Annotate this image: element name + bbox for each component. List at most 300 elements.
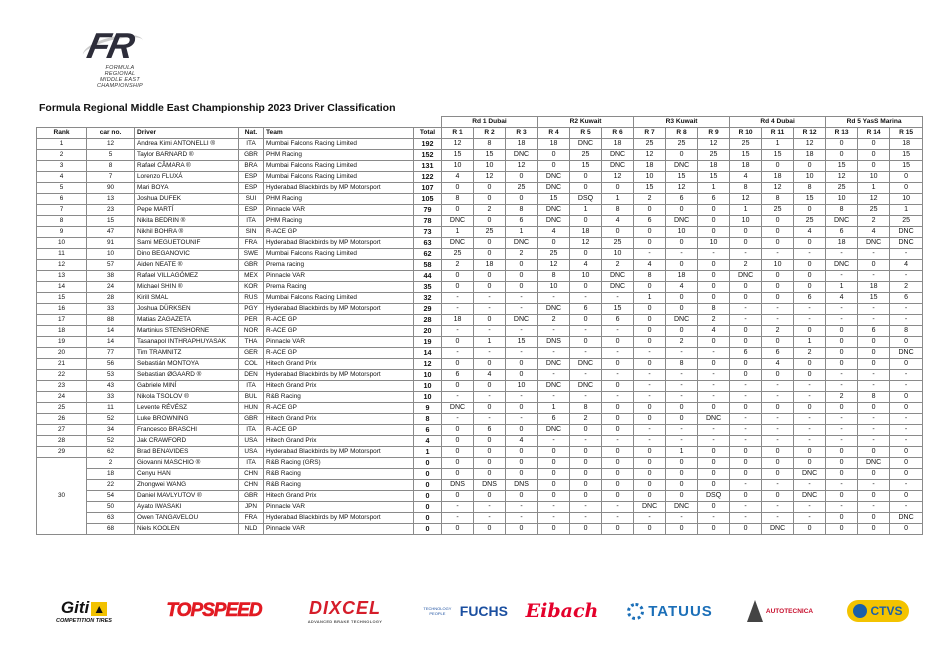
race-result-cell: 0 <box>762 271 794 282</box>
race-result-cell: - <box>826 370 858 381</box>
race-result-cell: - <box>762 502 794 513</box>
race-result-cell: 0 <box>890 469 923 480</box>
rank-cell: 13 <box>37 271 87 282</box>
race-result-cell: 0 <box>794 282 826 293</box>
race-result-cell: 0 <box>826 447 858 458</box>
car-number-cell: 38 <box>87 271 135 282</box>
total-cell: 62 <box>414 249 442 260</box>
race-result-cell: 0 <box>698 359 730 370</box>
table-row <box>37 161 923 172</box>
race-result-cell: 0 <box>474 524 506 535</box>
total-cell: 28 <box>414 315 442 326</box>
race-result-cell: 0 <box>570 425 602 436</box>
table-row <box>37 282 923 293</box>
rank-cell: 29 <box>37 447 87 458</box>
race-result-cell: 15 <box>570 161 602 172</box>
race-result-cell: 25 <box>698 150 730 161</box>
race-result-cell: 0 <box>730 293 762 304</box>
team-cell: Hyderabad Blackbirds by MP Motorsport <box>264 447 414 458</box>
col-rank: Rank <box>37 128 87 139</box>
race-result-cell: 0 <box>602 359 634 370</box>
race-result-cell: 0 <box>634 315 666 326</box>
race-result-cell: - <box>506 392 538 403</box>
race-result-cell: - <box>506 414 538 425</box>
total-cell: 131 <box>414 161 442 172</box>
race-result-cell: DNC <box>890 348 923 359</box>
race-result-cell: 0 <box>698 458 730 469</box>
race-result-cell: DNC <box>538 172 570 183</box>
race-result-cell: DNC <box>570 381 602 392</box>
race-result-cell: 0 <box>666 205 698 216</box>
driver-cell: Andrea Kimi ANTONELLI ® <box>135 139 239 150</box>
total-cell: 12 <box>414 359 442 370</box>
race-result-cell: 0 <box>442 183 474 194</box>
team-cell: PHM Racing <box>264 194 414 205</box>
race-result-cell: - <box>794 392 826 403</box>
race-result-cell: - <box>666 436 698 447</box>
nat-cell: SUI <box>239 194 264 205</box>
race-result-cell: - <box>666 381 698 392</box>
race-result-cell: 0 <box>762 282 794 293</box>
nat-cell: JPN <box>239 502 264 513</box>
race-result-cell: 0 <box>538 161 570 172</box>
race-result-cell: 0 <box>826 139 858 150</box>
driver-cell: Lorenzo FLUXÁ <box>135 172 239 183</box>
race-result-cell: 0 <box>698 337 730 348</box>
race-result-cell: - <box>602 326 634 337</box>
nat-cell: CHN <box>239 480 264 491</box>
race-result-cell: - <box>826 271 858 282</box>
race-result-cell: 0 <box>474 238 506 249</box>
race-result-cell: - <box>826 425 858 436</box>
race-result-cell: - <box>442 414 474 425</box>
race-result-cell: DNC <box>442 403 474 414</box>
total-cell: 0 <box>414 458 442 469</box>
nat-cell: HUN <box>239 403 264 414</box>
race-result-cell: - <box>794 480 826 491</box>
race-result-cell: 0 <box>474 282 506 293</box>
race-result-cell: 2 <box>634 194 666 205</box>
race-result-cell: DNC <box>826 216 858 227</box>
rank-cell: 14 <box>37 282 87 293</box>
round-header: R2 Kuwait <box>538 117 634 128</box>
race-result-cell: - <box>698 513 730 524</box>
race-result-cell: 0 <box>826 491 858 502</box>
race-result-cell: 15 <box>794 194 826 205</box>
driver-cell: Taylor BARNARD ® <box>135 150 239 161</box>
race-result-cell: 15 <box>634 183 666 194</box>
race-result-cell: DNC <box>538 183 570 194</box>
race-result-cell: 8 <box>602 205 634 216</box>
race-result-cell: 10 <box>602 249 634 260</box>
race-result-cell: - <box>698 436 730 447</box>
race-result-cell: - <box>666 249 698 260</box>
race-result-cell: - <box>858 249 890 260</box>
car-number-cell: 12 <box>87 139 135 150</box>
race-result-cell: - <box>666 513 698 524</box>
race-result-cell: 0 <box>634 403 666 414</box>
race-result-cell: - <box>890 436 923 447</box>
race-result-cell: 18 <box>570 227 602 238</box>
driver-cell: Matias ZAGAZETA <box>135 315 239 326</box>
race-result-cell: 18 <box>506 139 538 150</box>
total-cell: 10 <box>414 392 442 403</box>
race-result-cell: 0 <box>506 524 538 535</box>
race-result-cell: - <box>730 502 762 513</box>
race-result-cell: - <box>442 293 474 304</box>
race-result-cell: - <box>506 502 538 513</box>
race-result-cell: 0 <box>442 524 474 535</box>
race-result-cell: - <box>762 425 794 436</box>
race-result-cell: 0 <box>698 216 730 227</box>
col-nat: Nat. <box>239 128 264 139</box>
race-result-cell: DNC <box>602 150 634 161</box>
race-result-cell: 0 <box>762 337 794 348</box>
driver-cell: Giovanni MASCHIO ® <box>135 458 239 469</box>
race-result-cell: 0 <box>474 381 506 392</box>
race-result-cell: - <box>890 425 923 436</box>
race-result-cell: 12 <box>442 139 474 150</box>
race-result-cell: 0 <box>634 524 666 535</box>
race-result-cell: 1 <box>602 194 634 205</box>
team-cell: Hitech Grand Prix <box>264 381 414 392</box>
race-result-cell: - <box>634 392 666 403</box>
race-result-cell: 0 <box>826 326 858 337</box>
race-result-cell: 0 <box>858 260 890 271</box>
race-result-cell: 0 <box>826 337 858 348</box>
race-result-cell: 1 <box>794 337 826 348</box>
col-total: Total <box>414 128 442 139</box>
race-result-cell: 0 <box>474 271 506 282</box>
race-result-cell: - <box>538 436 570 447</box>
col-race: R 1 <box>442 128 474 139</box>
race-result-cell: 0 <box>666 150 698 161</box>
team-cell: R&B Racing <box>264 480 414 491</box>
col-team: Team <box>264 128 414 139</box>
total-cell: 0 <box>414 524 442 535</box>
table-row <box>37 260 923 271</box>
race-result-cell: 0 <box>442 469 474 480</box>
giti-logo: Giti ▲ COMPETITION TIRES <box>56 598 112 624</box>
race-result-cell: - <box>890 502 923 513</box>
race-result-cell: DNC <box>538 425 570 436</box>
car-number-cell: 5 <box>87 150 135 161</box>
race-result-cell: 12 <box>570 238 602 249</box>
race-result-cell: 0 <box>538 469 570 480</box>
race-result-cell: 0 <box>762 293 794 304</box>
car-number-cell: 34 <box>87 425 135 436</box>
race-result-cell: 8 <box>666 359 698 370</box>
race-result-cell: DSQ <box>570 194 602 205</box>
car-number-cell: 88 <box>87 315 135 326</box>
race-result-cell: 0 <box>474 359 506 370</box>
rank-cell: 23 <box>37 381 87 392</box>
race-result-cell: 25 <box>858 205 890 216</box>
race-result-cell: 0 <box>698 403 730 414</box>
race-result-cell: 15 <box>602 304 634 315</box>
driver-cell: Aiden NEATE ® <box>135 260 239 271</box>
race-result-cell: DNC <box>762 524 794 535</box>
race-result-cell: 8 <box>570 403 602 414</box>
race-result-cell: - <box>730 436 762 447</box>
race-result-cell: - <box>890 370 923 381</box>
race-result-cell: - <box>698 425 730 436</box>
nat-cell: GER <box>239 348 264 359</box>
race-result-cell: 1 <box>730 205 762 216</box>
team-cell: Hitech Grand Prix <box>264 414 414 425</box>
race-result-cell: 0 <box>666 491 698 502</box>
race-result-cell: 15 <box>474 150 506 161</box>
team-cell: Pinnacle VAR <box>264 524 414 535</box>
race-result-cell: - <box>570 293 602 304</box>
race-result-cell: 4 <box>634 260 666 271</box>
race-result-cell: 18 <box>666 271 698 282</box>
race-result-cell: 0 <box>506 194 538 205</box>
race-result-cell: - <box>762 392 794 403</box>
race-result-cell: 0 <box>794 271 826 282</box>
race-result-cell: DNC <box>442 216 474 227</box>
car-number-cell: 13 <box>87 194 135 205</box>
race-result-cell: 2 <box>666 337 698 348</box>
race-result-cell: 0 <box>538 491 570 502</box>
race-result-cell: 0 <box>762 238 794 249</box>
race-result-cell: 15 <box>890 161 923 172</box>
race-result-cell: DNC <box>538 381 570 392</box>
race-result-cell: 0 <box>794 458 826 469</box>
race-result-cell: 0 <box>762 447 794 458</box>
race-result-cell: 1 <box>442 227 474 238</box>
race-result-cell: 1 <box>826 282 858 293</box>
race-result-cell: DNC <box>826 260 858 271</box>
driver-cell: Sebastián MONTOYA <box>135 359 239 370</box>
race-result-cell: 0 <box>634 480 666 491</box>
race-result-cell: 0 <box>602 524 634 535</box>
race-result-cell: 0 <box>858 161 890 172</box>
race-result-cell: DNC <box>890 227 923 238</box>
race-result-cell: 8 <box>506 205 538 216</box>
team-cell: Prema Racing <box>264 282 414 293</box>
race-result-cell: - <box>538 392 570 403</box>
col-race: R 10 <box>730 128 762 139</box>
race-result-cell: - <box>570 392 602 403</box>
nat-cell: KOR <box>239 282 264 293</box>
race-result-cell: - <box>730 315 762 326</box>
race-result-cell: 0 <box>890 491 923 502</box>
race-result-cell: 0 <box>698 480 730 491</box>
col-race: R 9 <box>698 128 730 139</box>
race-result-cell: - <box>890 249 923 260</box>
race-result-cell: - <box>506 513 538 524</box>
race-result-cell: 1 <box>506 227 538 238</box>
team-cell: Hyderabad Blackbirds by MP Motorsport <box>264 183 414 194</box>
race-result-cell: 4 <box>794 227 826 238</box>
rank-cell: 19 <box>37 337 87 348</box>
rank-cell: 20 <box>37 348 87 359</box>
table-row <box>37 227 923 238</box>
race-result-cell: 0 <box>698 293 730 304</box>
rank-cell: 30 <box>37 458 87 535</box>
race-result-cell: 0 <box>794 447 826 458</box>
nat-cell: MEX <box>239 271 264 282</box>
total-cell: 4 <box>414 436 442 447</box>
race-result-cell: - <box>634 425 666 436</box>
race-result-cell: - <box>794 502 826 513</box>
race-result-cell: DNC <box>506 150 538 161</box>
race-result-cell: 0 <box>474 194 506 205</box>
table-row <box>37 271 923 282</box>
table-row <box>37 194 923 205</box>
table-row <box>37 183 923 194</box>
race-result-cell: 0 <box>634 469 666 480</box>
race-result-cell: DNC <box>602 271 634 282</box>
nat-cell: NLD <box>239 524 264 535</box>
race-result-cell: - <box>634 436 666 447</box>
race-result-cell: - <box>858 370 890 381</box>
race-result-cell: 0 <box>602 480 634 491</box>
race-result-cell: 0 <box>890 403 923 414</box>
race-result-cell: 8 <box>442 194 474 205</box>
race-result-cell: 4 <box>730 172 762 183</box>
race-result-cell: 0 <box>858 524 890 535</box>
race-result-cell: - <box>858 271 890 282</box>
race-result-cell: 1 <box>858 183 890 194</box>
race-result-cell: 8 <box>538 271 570 282</box>
race-result-cell: DNC <box>666 161 698 172</box>
race-result-cell: 0 <box>506 458 538 469</box>
race-result-cell: 0 <box>698 282 730 293</box>
race-result-cell: 18 <box>474 260 506 271</box>
race-result-cell: 12 <box>538 260 570 271</box>
race-result-cell: - <box>602 502 634 513</box>
classification-body <box>37 139 923 535</box>
team-cell: Hyderabad Blackbirds by MP Motorsport <box>264 304 414 315</box>
total-cell: 19 <box>414 337 442 348</box>
race-result-cell: 6 <box>730 348 762 359</box>
race-result-cell: - <box>634 249 666 260</box>
rank-cell: 24 <box>37 392 87 403</box>
race-result-cell: 0 <box>506 172 538 183</box>
race-result-cell: 1 <box>538 403 570 414</box>
race-result-cell: - <box>826 304 858 315</box>
total-cell: 79 <box>414 205 442 216</box>
race-result-cell: 0 <box>442 381 474 392</box>
race-result-cell: - <box>762 249 794 260</box>
race-result-cell: - <box>890 271 923 282</box>
race-result-cell: 0 <box>474 458 506 469</box>
race-result-cell: 0 <box>538 458 570 469</box>
driver-cell: Kirill SMAL <box>135 293 239 304</box>
race-result-cell: 4 <box>538 227 570 238</box>
race-result-cell: - <box>890 381 923 392</box>
championship-logo <box>80 25 160 93</box>
race-result-cell: - <box>538 348 570 359</box>
race-result-cell: 2 <box>442 260 474 271</box>
driver-cell: Rafael VILLAGÓMEZ <box>135 271 239 282</box>
race-result-cell: 10 <box>858 172 890 183</box>
driver-cell: Cenyu HAN <box>135 469 239 480</box>
race-result-cell: 0 <box>698 227 730 238</box>
race-result-cell: 0 <box>570 183 602 194</box>
table-row <box>37 359 923 370</box>
race-result-cell: 15 <box>826 161 858 172</box>
eibach-logo: Eibach <box>525 600 599 622</box>
race-result-cell: 10 <box>890 194 923 205</box>
race-result-cell: 8 <box>858 392 890 403</box>
race-result-cell: 0 <box>826 524 858 535</box>
race-result-cell: 0 <box>474 469 506 480</box>
race-result-cell: 6 <box>762 348 794 359</box>
round-header-row <box>37 117 923 128</box>
race-result-cell: 6 <box>602 315 634 326</box>
car-number-cell: 53 <box>87 370 135 381</box>
race-result-cell: 0 <box>826 348 858 359</box>
nat-cell: BRA <box>239 161 264 172</box>
race-result-cell: 2 <box>762 326 794 337</box>
race-result-cell: - <box>506 304 538 315</box>
race-result-cell: 2 <box>794 348 826 359</box>
race-result-cell: 25 <box>762 205 794 216</box>
race-result-cell: 0 <box>506 370 538 381</box>
table-row <box>37 381 923 392</box>
race-result-cell: 0 <box>506 260 538 271</box>
race-result-cell: 10 <box>794 172 826 183</box>
race-result-cell: 1 <box>666 447 698 458</box>
race-result-cell: 0 <box>858 513 890 524</box>
nat-cell: ITA <box>239 216 264 227</box>
race-result-cell: 15 <box>506 337 538 348</box>
race-result-cell: 18 <box>730 161 762 172</box>
race-result-cell: 0 <box>890 183 923 194</box>
race-result-cell: 0 <box>762 469 794 480</box>
race-result-cell: - <box>506 348 538 359</box>
race-result-cell: 0 <box>666 458 698 469</box>
car-number-cell: 54 <box>87 491 135 502</box>
race-result-cell: 0 <box>442 447 474 458</box>
race-result-cell: 0 <box>698 502 730 513</box>
race-result-cell: 0 <box>634 359 666 370</box>
race-result-cell: 4 <box>666 282 698 293</box>
race-result-cell: DNC <box>538 205 570 216</box>
race-result-cell: DNC <box>794 491 826 502</box>
race-result-cell: - <box>570 513 602 524</box>
race-result-cell: - <box>506 326 538 337</box>
team-cell: R-ACE GP <box>264 348 414 359</box>
race-result-cell: 1 <box>634 293 666 304</box>
race-result-cell: - <box>442 392 474 403</box>
team-cell: R&B Racing (GRS) <box>264 458 414 469</box>
race-result-cell: 0 <box>474 315 506 326</box>
race-result-cell: - <box>602 370 634 381</box>
race-result-cell: 18 <box>634 161 666 172</box>
race-result-cell: 8 <box>762 194 794 205</box>
team-cell: Hyderabad Blackbirds by MP Motorsport <box>264 513 414 524</box>
table-row <box>37 315 923 326</box>
race-result-cell: DNS <box>538 337 570 348</box>
race-result-cell: 18 <box>698 161 730 172</box>
race-result-cell: - <box>474 502 506 513</box>
team-cell: Mumbai Falcons Racing Limited <box>264 249 414 260</box>
race-result-cell: 0 <box>794 370 826 381</box>
col-race: R 13 <box>826 128 858 139</box>
race-result-cell: 10 <box>666 227 698 238</box>
race-result-cell: 0 <box>634 447 666 458</box>
car-number-cell: 91 <box>87 238 135 249</box>
race-result-cell: - <box>474 392 506 403</box>
race-result-cell: 0 <box>570 491 602 502</box>
race-result-cell: 0 <box>730 282 762 293</box>
autotecnica-logo: AUTOTECNICA <box>740 593 820 629</box>
race-result-cell: 6 <box>634 216 666 227</box>
